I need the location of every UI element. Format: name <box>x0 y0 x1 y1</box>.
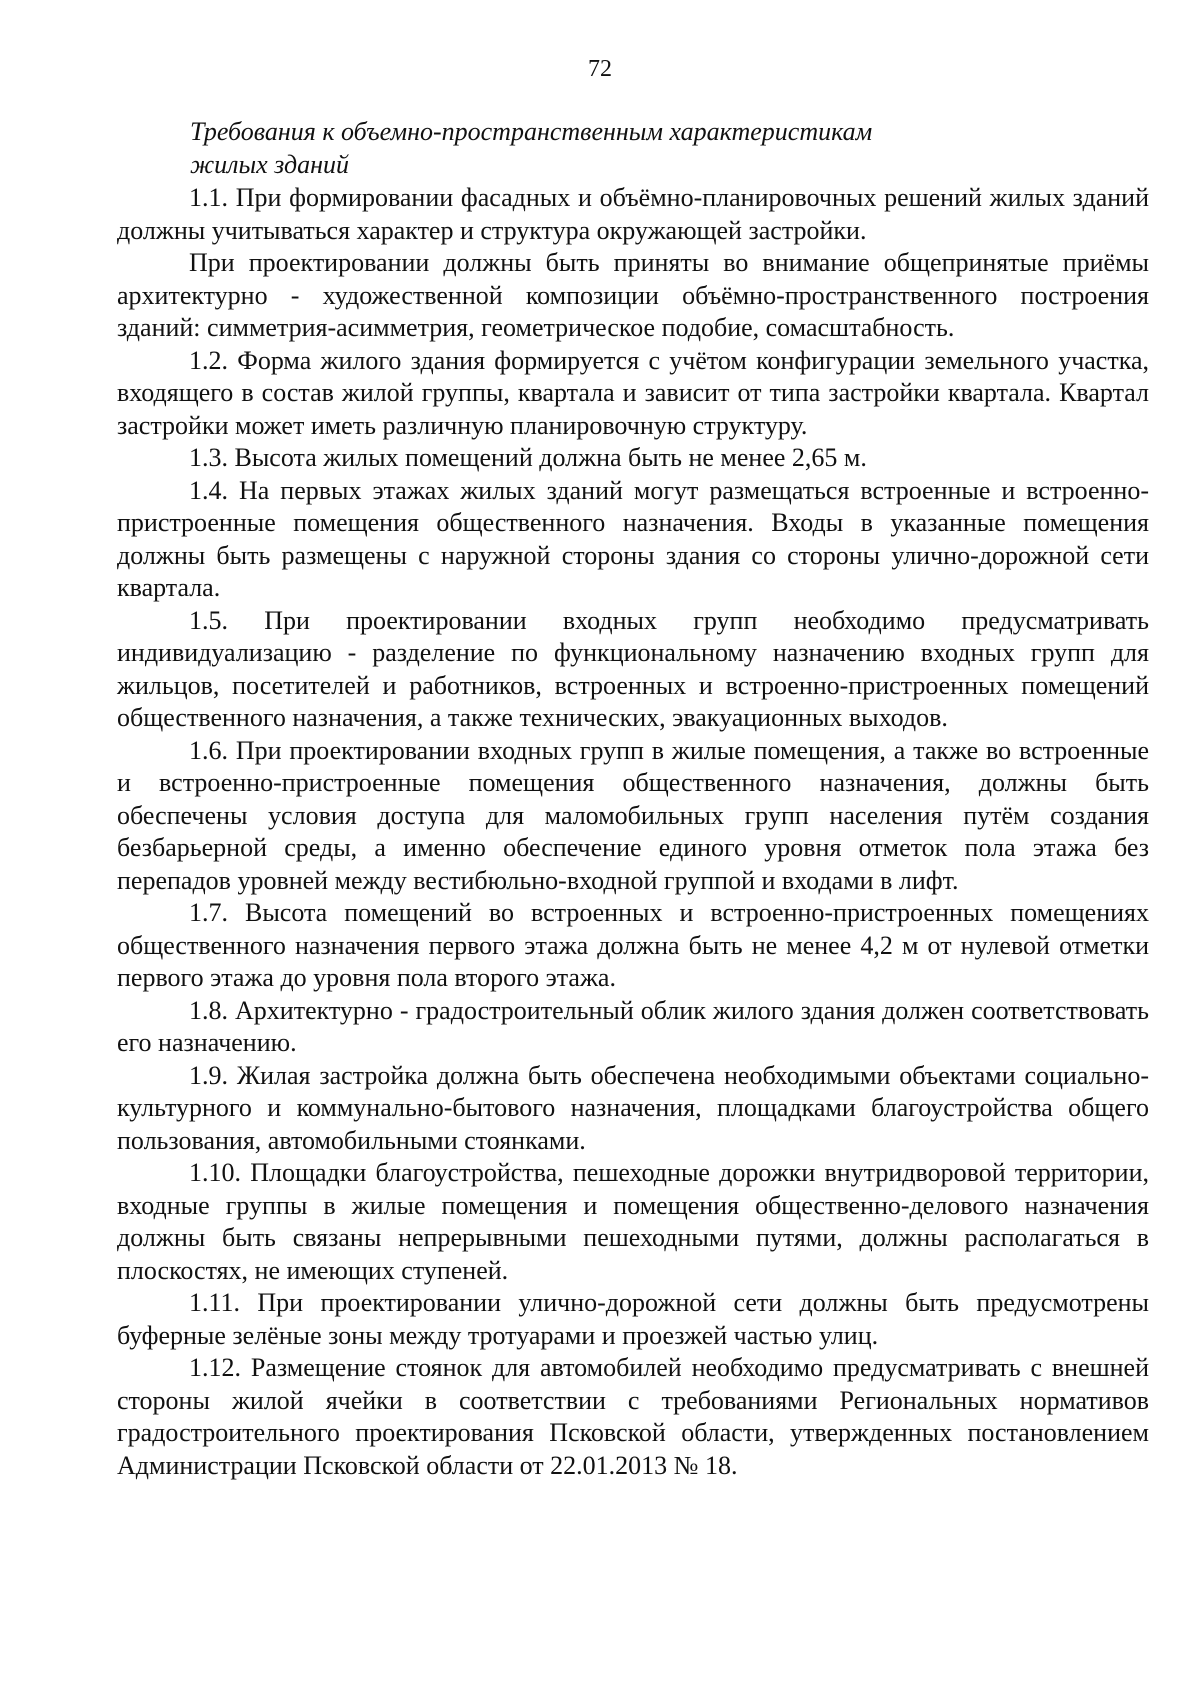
paragraph-1-12: 1.12. Размещение стоянок для автомобилей необходимо предусматривать с внешней стороны жилой ячейки в соответствии с требованиями Региональных нормативов градостроительного проектирования Псковской области, утвержденных постановлением Администрации Псковской области от 22.01.2013 № 18. <box>117 1353 1149 1480</box>
paragraph-1-5: 1.5. При проектировании входных групп необходимо предусматривать индивидуализацию - разделение по функциональному назначению входных групп для жильцов, посетителей и работников, встроенных и встроенно-пристроенных помещений общественного назначения, а также технических, эвакуационных выходов. <box>117 605 1149 732</box>
section-heading-line-2: жилых зданий <box>190 150 350 179</box>
page-number: 72 <box>588 56 612 82</box>
paragraph-1-7: 1.7. Высота помещений во встроенных и встроенно-пристроенных помещениях общественного назначения первого этажа должна быть не менее 4,2 м от нулевой отметки первого этажа до уровня пола второго этажа. <box>117 898 1149 992</box>
paragraph-1-1: 1.1. При формировании фасадных и объёмно-планировочных решений жилых зданий должны учитываться характер и структура окружающей застройки. <box>117 183 1149 245</box>
paragraph-1-3: 1.3. Высота жилых помещений должна быть не менее 2,65 м. <box>189 443 867 472</box>
paragraph-1-9: 1.9. Жилая застройка должна быть обеспечена необходимыми объектами социально-культурного и коммунально-бытового назначения, площадками благоустройства общего пользования, автомобильными стоянками. <box>117 1060 1149 1155</box>
document-body <box>117 182 1149 1482</box>
paragraph-1-6: 1.6. При проектировании входных групп в жилые помещения, а также во встроенные и встроенно-пристроенные помещения общественного назначения, должны быть обеспечены условия доступа для маломобильных групп населения путём создания безбарьерной среды, а именно обеспечение единого уровня отметок пола этажа без перепадов уровней между вестибюльно-входной группой и входами в лифт. <box>117 735 1149 895</box>
section-heading <box>190 115 990 181</box>
section-heading-line-1: Требования к объемно-пространственным характеристикам <box>190 117 873 146</box>
paragraph-1-1-continued: При проектировании должны быть приняты во внимание общепринятые приёмы архитектурно - художественной композиции объёмно-пространственного построения зданий: симметрия-асимметрия, геометрическое подобие, сомасштабность. <box>117 248 1149 342</box>
paragraph-1-2: 1.2. Форма жилого здания формируется с учётом конфигурации земельного участка, входящего в состав жилой группы, квартала и зависит от типа застройки квартала. Квартал застройки может иметь различную планировочную структуру. <box>117 345 1149 440</box>
paragraph-1-8: 1.8. Архитектурно - градостроительный облик жилого здания должен соответствовать его назначению. <box>117 995 1149 1057</box>
paragraph-1-10: 1.10. Площадки благоустройства, пешеходные дорожки внутридворовой территории, входные группы в жилые помещения и помещения общественно-делового назначения должны быть связаны непрерывными пешеходными путями, должны располагаться в плоскостях, не имеющих ступеней. <box>117 1158 1149 1285</box>
paragraph-1-11: 1.11. При проектировании улично-дорожной сети должны быть предусмотрены буферные зелёные зоны между тротуарами и проезжей частью улиц. <box>117 1288 1149 1350</box>
paragraph-1-4: 1.4. На первых этажах жилых зданий могут размещаться встроенные и встроенно-пристроенные помещения общественного назначения. Входы в указанные помещения должны быть размещены с наружной стороны здания со стороны улично-дорожной сети квартала. <box>117 475 1149 602</box>
